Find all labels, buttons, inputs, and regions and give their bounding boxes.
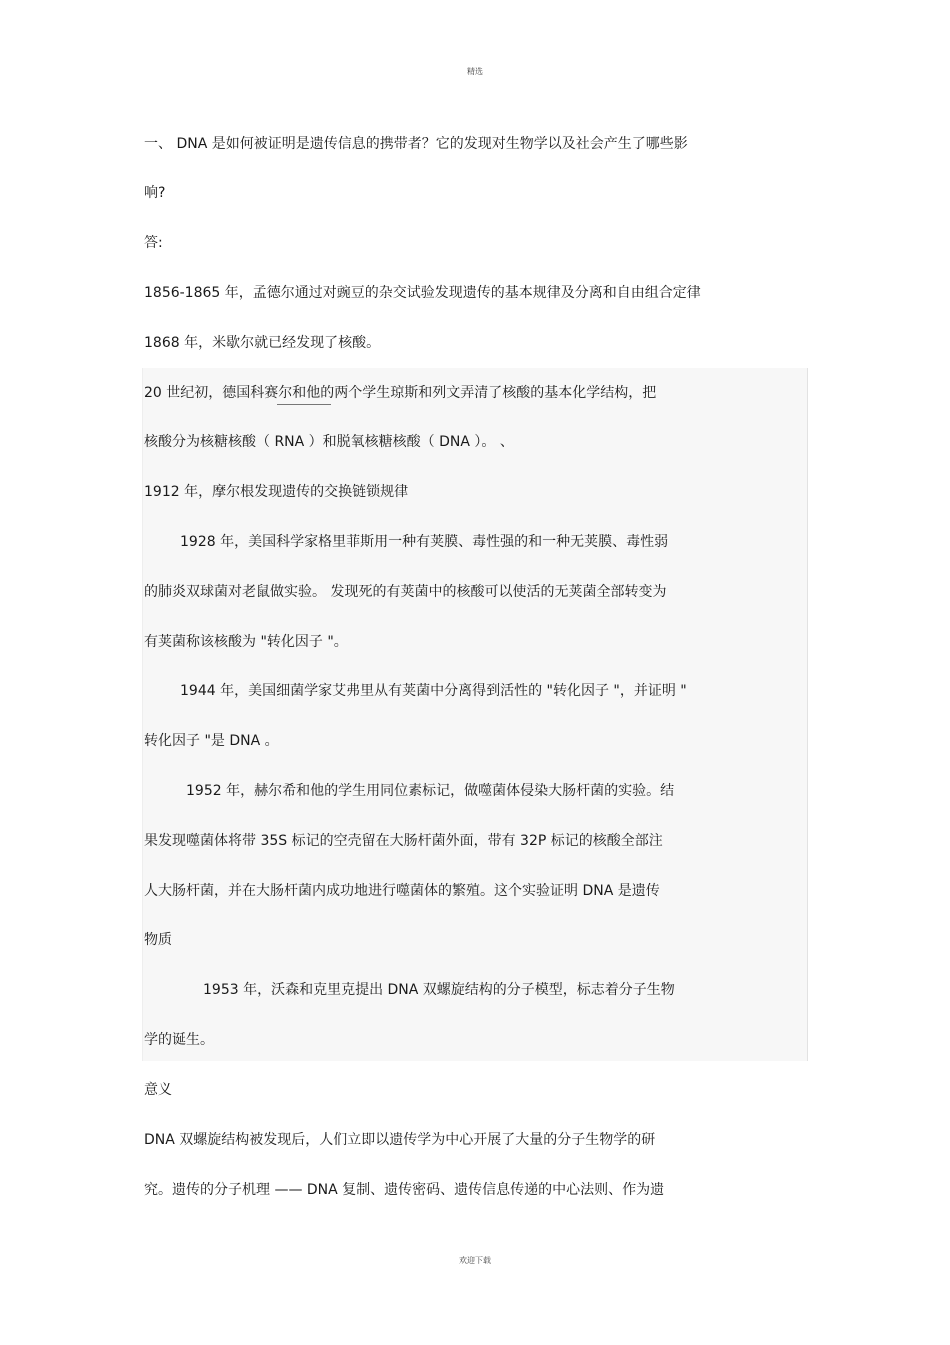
paragraph-1953-line-2: 学的诞生。: [144, 1032, 214, 1048]
paragraph-1856: 1856-1865 年，孟德尔通过对豌豆的杂交试验发现遗传的基本规律及分离和自由组合定律: [144, 285, 701, 301]
paragraph-1912: 1912 年，摩尔根发现遗传的交换链锁规律: [144, 484, 409, 500]
question-line-2: 响?: [144, 185, 166, 201]
significance-heading: 意义: [144, 1082, 172, 1098]
paragraph-1944-line-2: 转化因子 "是 DNA 。: [144, 733, 279, 749]
paragraph-1928-line-2: 的肺炎双球菌对老鼠做实验。 发现死的有荚菌中的核酸可以使活的无荚菌全部转变为: [144, 584, 667, 600]
paragraph-1928-line-1: 1928 年，美国科学家格里菲斯用一种有荚膜、毒性强的和一种无荚膜、毒性弱: [180, 534, 669, 550]
paragraph-1952-line-4: 物质: [144, 932, 172, 948]
paragraph-1868: 1868 年，米歇尔就已经发现了核酸。: [144, 335, 381, 351]
paragraph-1952-line-3: 人大肠杆菌，并在大肠杆菌内成功地进行噬菌体的繁殖。这个实验证明 DNA 是遗传: [144, 883, 660, 899]
paragraph-1944-line-1: 1944 年，美国细菌学家艾弗里从有荚菌中分离得到活性的 "转化因子 "，并证明 ": [180, 683, 687, 699]
answer-label: 答:: [144, 235, 163, 251]
page-footer: 欢迎下载: [459, 1256, 491, 1265]
text-underline: [277, 404, 331, 405]
question-line-1: 一、 DNA 是如何被证明是遗传信息的携带者？它的发现对生物学以及社会产生了哪些影: [144, 136, 688, 152]
paragraph-20th-line-2: 核酸分为核糖核酸（ RNA ）和脱氧核糖核酸（ DNA ）。 、: [144, 434, 514, 450]
page-header: 精选: [467, 67, 483, 76]
significance-line-2: 究。遗传的分子机理 —— DNA 复制、遗传密码、遗传信息传递的中心法则、作为遗: [144, 1182, 665, 1198]
paragraph-20th-line-1: 20 世纪初，德国科赛尔和他的两个学生琼斯和列文弄清了核酸的基本化学结构，把: [144, 385, 657, 401]
highlight-panel: [142, 368, 808, 1061]
paragraph-1928-line-3: 有荚菌称该核酸为 "转化因子 "。: [144, 634, 348, 650]
paragraph-1952-line-2: 果发现噬菌体将带 35S 标记的空壳留在大肠杆菌外面，带有 32P 标记的核酸全部注: [144, 833, 663, 849]
paragraph-1952-line-1: 1952 年，赫尔希和他的学生用同位素标记，做噬菌体侵染大肠杆菌的实验。结: [186, 783, 675, 799]
significance-line-1: DNA 双螺旋结构被发现后，人们立即以遗传学为中心开展了大量的分子生物学的研: [144, 1132, 656, 1148]
paragraph-1953-line-1: 1953 年，沃森和克里克提出 DNA 双螺旋结构的分子模型，标志着分子生物: [203, 982, 675, 998]
